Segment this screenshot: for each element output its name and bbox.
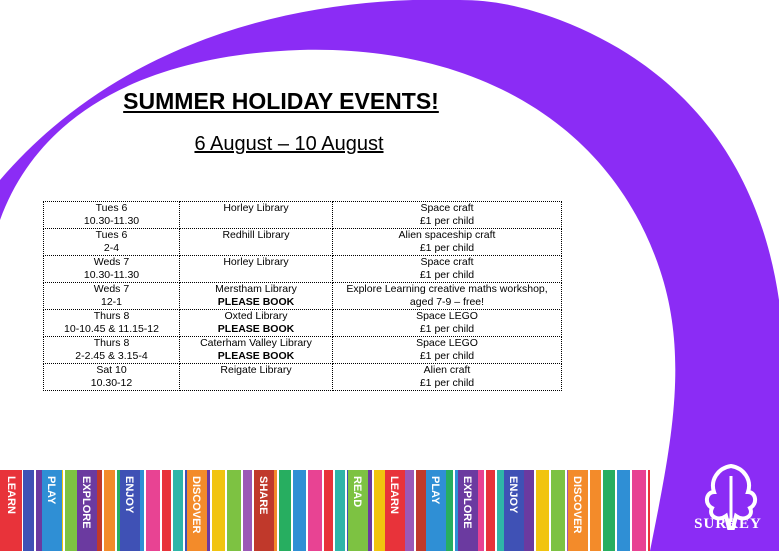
book-spine-word: EXPLORE: [80, 476, 92, 529]
event-time: 2-2.45 & 3.15-4: [75, 350, 148, 362]
book-spine: [551, 470, 565, 551]
event-venue: Merstham Library: [215, 283, 297, 295]
book-spine: [227, 470, 241, 551]
event-activity: Space craft: [420, 256, 474, 268]
book-spine: [146, 470, 160, 551]
event-venue: Redhill Library: [222, 229, 290, 241]
book-spine: [416, 470, 426, 551]
book-spine-word: DISCOVER: [190, 476, 202, 534]
book-spine: [65, 470, 79, 551]
event-time: 2-4: [103, 242, 120, 254]
book-spine: [279, 470, 291, 551]
event-venue-cell: [180, 337, 333, 364]
book-spine-word: EXPLORE: [461, 476, 473, 529]
event-venue-cell: [180, 229, 333, 256]
book-spine: [632, 470, 646, 551]
event-venue: Horley Library: [223, 256, 289, 268]
event-when-cell: [44, 229, 180, 256]
event-time: 12-1: [100, 296, 122, 308]
table-row: [44, 337, 562, 364]
page-title: SUMMER HOLIDAY EVENTS!: [123, 88, 439, 114]
book-spine-word: LEARN: [388, 476, 400, 514]
surrey-logo-text: SURREY: [694, 516, 762, 532]
book-spine-word: PLAY: [45, 476, 57, 505]
booking-note: PLEASE BOOK: [217, 350, 295, 362]
event-time: 10.30-11.30: [83, 269, 140, 281]
event-cost: £1 per child: [419, 377, 475, 389]
table-row: [44, 229, 562, 256]
book-spine: [173, 470, 183, 551]
event-activity: Space LEGO: [416, 337, 478, 349]
book-spine: [243, 470, 252, 551]
event-venue: Oxted Library: [224, 310, 288, 322]
event-activity-cell: [333, 283, 562, 310]
book-spine: [536, 470, 549, 551]
book-spine: [405, 470, 414, 551]
event-activity-cell: [333, 202, 562, 229]
event-cost: £1 per child: [419, 242, 475, 254]
event-cost: aged 7-9 – free!: [409, 296, 485, 308]
event-time: 10.30-11.30: [83, 215, 140, 227]
event-venue-cell: [180, 364, 333, 391]
event-venue-cell: [180, 283, 333, 310]
book-spine: [293, 470, 306, 551]
book-spine: [590, 470, 601, 551]
event-when-cell: [44, 202, 180, 229]
event-activity: Explore Learning creative maths workshop,: [346, 283, 548, 295]
event-venue-cell: [180, 310, 333, 337]
book-spine: [212, 470, 225, 551]
event-when-cell: [44, 310, 180, 337]
event-cost: £1 per child: [419, 350, 475, 362]
book-spine: [617, 470, 630, 551]
event-time: 10.30-12: [90, 377, 133, 389]
booking-note: PLEASE BOOK: [217, 323, 295, 335]
event-day: Sat 10: [96, 364, 127, 376]
book-spine-word: ENJOY: [123, 476, 135, 514]
event-cost: £1 per child: [419, 269, 475, 281]
table-row: [44, 364, 562, 391]
book-spine-word: DISCOVER: [571, 476, 583, 534]
booking-note: PLEASE BOOK: [217, 296, 295, 308]
book-spine-word: LEARN: [5, 476, 17, 514]
book-spine-word: SHARE: [257, 476, 269, 515]
event-day: Weds 7: [93, 283, 130, 295]
event-when-cell: [44, 256, 180, 283]
event-activity-cell: [333, 256, 562, 283]
event-activity-cell: [333, 310, 562, 337]
book-spines-banner: [0, 470, 650, 551]
event-cost: £1 per child: [419, 323, 475, 335]
event-when-cell: [44, 337, 180, 364]
event-venue: Horley Library: [223, 202, 289, 214]
event-day: Thurs 8: [93, 337, 130, 349]
event-venue-cell: [180, 256, 333, 283]
event-day: Tues 6: [95, 229, 128, 241]
book-spine: [486, 470, 495, 551]
event-when-cell: [44, 364, 180, 391]
book-spine: [335, 470, 345, 551]
event-activity: Space LEGO: [416, 310, 478, 322]
book-spine: [23, 470, 34, 551]
book-spine-word: PLAY: [429, 476, 441, 505]
book-spine-word: READ: [351, 476, 363, 508]
book-spine: [324, 470, 333, 551]
event-when-cell: [44, 283, 180, 310]
event-venue-cell: [180, 202, 333, 229]
table-row: [44, 256, 562, 283]
event-day: Thurs 8: [93, 310, 130, 322]
event-activity-cell: [333, 337, 562, 364]
event-activity: Alien spaceship craft: [398, 229, 496, 241]
book-spine: [104, 470, 115, 551]
event-cost: £1 per child: [419, 215, 475, 227]
table-row: [44, 283, 562, 310]
date-range: 6 August – 10 August: [194, 133, 384, 155]
event-activity: Space craft: [420, 202, 474, 214]
event-activity: Alien craft: [423, 364, 471, 376]
table-row: [44, 202, 562, 229]
table-row: [44, 310, 562, 337]
event-time: 10-10.45 & 11.15-12: [64, 323, 159, 335]
book-spine: [162, 470, 171, 551]
book-spine: [648, 470, 650, 551]
book-spine: [308, 470, 322, 551]
book-spine: [603, 470, 615, 551]
event-day: Tues 6: [95, 202, 128, 214]
event-venue: Caterham Valley Library: [200, 337, 312, 349]
book-spine-word: ENJOY: [507, 476, 519, 514]
events-table: [43, 201, 562, 391]
event-venue: Reigate Library: [220, 364, 292, 376]
event-activity-cell: [333, 364, 562, 391]
event-day: Weds 7: [93, 256, 130, 268]
event-activity-cell: [333, 229, 562, 256]
